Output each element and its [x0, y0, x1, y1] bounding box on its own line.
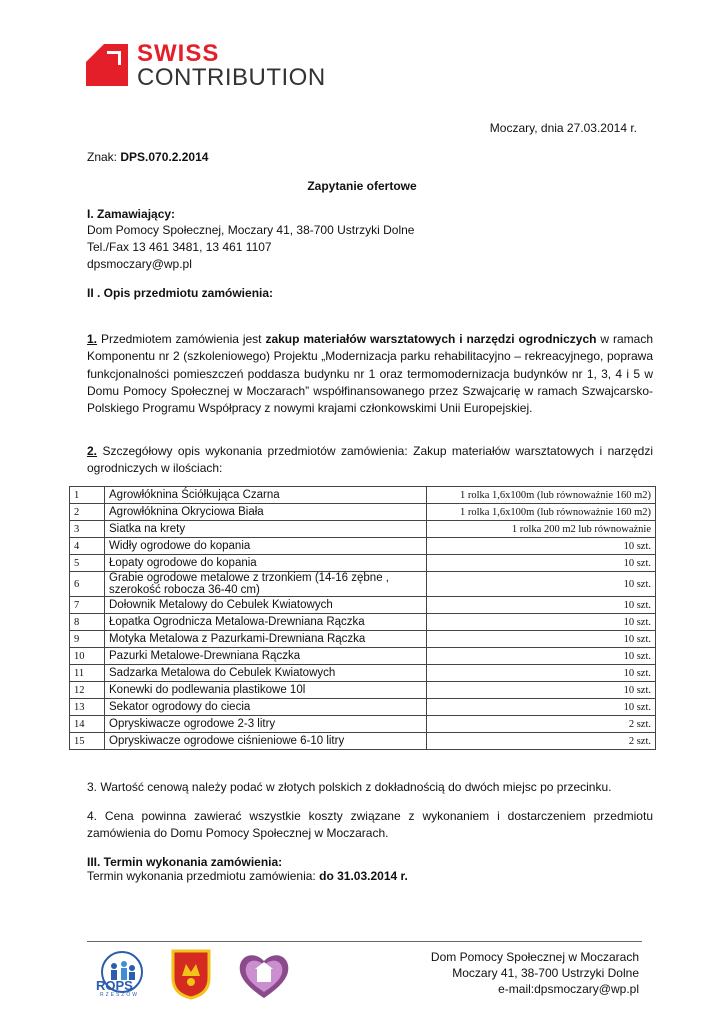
- item-quantity: 2 szt.: [427, 733, 656, 750]
- item-name: Sekator ogrodowy do ciecia: [105, 699, 427, 716]
- item-number: 12: [70, 682, 105, 699]
- item-quantity: 1 rolka 1,6x100m (lub równoważnie 160 m2): [427, 487, 656, 504]
- item-quantity: 10 szt.: [427, 699, 656, 716]
- contractor-phone: Tel./Fax 13 461 3481, 13 461 1107: [87, 240, 272, 254]
- reference-label: Znak:: [87, 150, 121, 164]
- item-name: Siatka na krety: [105, 521, 427, 538]
- heart-house-logo-icon: [236, 950, 292, 1000]
- table-row: [70, 555, 656, 572]
- item-name: Motyka Metalowa z Pazurkami-Drewniana Rączka: [105, 631, 427, 648]
- item-name: Łopaty ogrodowe do kopania: [105, 555, 427, 572]
- item-name: Łopatka Ogrodnicza Metalowa-Drewniana Rączka: [105, 614, 427, 631]
- item-quantity: 1 rolka 200 m2 lub równoważnie: [427, 521, 656, 538]
- table-row: [70, 504, 656, 521]
- item-quantity: 10 szt.: [427, 648, 656, 665]
- municipal-crest-icon: [170, 948, 212, 1000]
- item-number: 8: [70, 614, 105, 631]
- item-name: Opryskiwacze ogrodowe ciśnieniowe 6-10 litry: [105, 733, 427, 750]
- table-row: [70, 716, 656, 733]
- rops-label: ROPS: [96, 978, 133, 993]
- item-number: 14: [70, 716, 105, 733]
- item-number: 11: [70, 665, 105, 682]
- point-4-paragraph: 4. Cena powinna zawierać wszystkie koszty związane z wykonaniem i dostarczeniem przedmiotu zamówienia do Domu Pomocy Społecznej w Moczarach.: [87, 809, 653, 841]
- item-name: Agrowłóknina Ściółkująca Czarna: [105, 487, 427, 504]
- item-quantity: 10 szt.: [427, 597, 656, 614]
- item-name: Grabie ogrodowe metalowe z trzonkiem (14-16 zębne , szerokość robocza 36-40 cm): [105, 572, 427, 597]
- item-number: 10: [70, 648, 105, 665]
- point-3-paragraph: 3. Wartość cenową należy podać w złotych polskich z dokładnością do dwóch miejsc po przecinku.: [87, 780, 612, 794]
- logo-contribution-text: CONTRIBUTION: [137, 64, 326, 91]
- table-row: [70, 733, 656, 750]
- item-quantity: 10 szt.: [427, 555, 656, 572]
- footer-divider: [87, 941, 642, 942]
- point-1-number: 1.: [87, 332, 98, 346]
- point-2-number: 2.: [87, 444, 98, 458]
- item-name: Dołownik Metalowy do Cebulek Kwiatowych: [105, 597, 427, 614]
- item-number: 6: [70, 572, 105, 597]
- item-number: 5: [70, 555, 105, 572]
- page-title: Zapytanie ofertowe: [307, 179, 417, 193]
- table-row: [70, 572, 656, 597]
- table-row: [70, 521, 656, 538]
- table-row: [70, 648, 656, 665]
- point-1-paragraph: [87, 331, 653, 417]
- section-1-heading: I. Zamawiający:: [87, 207, 176, 221]
- item-quantity: 1 rolka 1,6x100m (lub równoważnie 160 m2): [427, 504, 656, 521]
- table-row: [70, 631, 656, 648]
- item-number: 3: [70, 521, 105, 538]
- footer-email: e-mail:dpsmoczary@wp.pl: [498, 982, 639, 996]
- logo-swiss-text: SWISS: [137, 40, 220, 67]
- item-number: 15: [70, 733, 105, 750]
- rops-sublabel: RZESZÓW: [100, 992, 139, 998]
- item-number: 9: [70, 631, 105, 648]
- item-name: Sadzarka Metalowa do Cebulek Kwiatowych: [105, 665, 427, 682]
- item-number: 7: [70, 597, 105, 614]
- item-quantity: 10 szt.: [427, 682, 656, 699]
- item-quantity: 10 szt.: [427, 614, 656, 631]
- reference-value: DPS.070.2.2014: [120, 150, 209, 164]
- place-date: Moczary, dnia 27.03.2014 r.: [489, 121, 637, 135]
- item-quantity: 10 szt.: [427, 631, 656, 648]
- item-number: 4: [70, 538, 105, 555]
- item-number: 1: [70, 487, 105, 504]
- reference-number: [87, 149, 208, 166]
- deadline-label: Termin wykonania przedmiotu zamówienia:: [87, 869, 320, 883]
- contractor-email: dpsmoczary@wp.pl: [87, 257, 192, 271]
- deadline-line: [87, 868, 408, 885]
- point-1-pre: Przedmiotem zamówienia jest: [97, 332, 266, 346]
- item-name: Pazurki Metalowe-Drewniana Rączka: [105, 648, 427, 665]
- item-number: 13: [70, 699, 105, 716]
- deadline-value: do 31.03.2014 r.: [319, 869, 408, 883]
- point-1-bold: zakup materiałów warsztatowych i narzędzi ogrodniczych: [265, 332, 597, 346]
- contractor-address: Dom Pomocy Społecznej, Moczary 41, 38-700 Ustrzyki Dolne: [87, 223, 415, 237]
- point-2-paragraph: [87, 443, 653, 478]
- table-row: [70, 538, 656, 555]
- section-2-heading: II . Opis przedmiotu zamówienia:: [87, 286, 274, 300]
- table-row: [70, 699, 656, 716]
- item-name: Konewki do podlewania plastikowe 10l: [105, 682, 427, 699]
- item-number: 2: [70, 504, 105, 521]
- items-table: [69, 486, 656, 750]
- section-3-heading: III. Termin wykonania zamówienia:: [87, 855, 283, 869]
- footer-institution: Dom Pomocy Społecznej w Moczarach: [430, 950, 639, 964]
- item-quantity: 10 szt.: [427, 665, 656, 682]
- item-quantity: 10 szt.: [427, 538, 656, 555]
- item-quantity: 10 szt.: [427, 572, 656, 597]
- footer-address: Moczary 41, 38-700 Ustrzyki Dolne: [452, 966, 639, 980]
- table-row: [70, 597, 656, 614]
- table-row: [70, 665, 656, 682]
- item-quantity: 2 szt.: [427, 716, 656, 733]
- item-name: Opryskiwacze ogrodowe 2-3 litry: [105, 716, 427, 733]
- table-row: [70, 614, 656, 631]
- items-table-body: [70, 487, 656, 750]
- table-row: [70, 682, 656, 699]
- table-row: [70, 487, 656, 504]
- item-name: Widły ogrodowe do kopania: [105, 538, 427, 555]
- point-2-text: Szczegółowy opis wykonania przedmiotów zamówienia: Zakup materiałów warsztatowych i narzędzi ogrodniczych w ilościach:: [87, 444, 653, 476]
- item-name: Agrowłóknina Okryciowa Biała: [105, 504, 427, 521]
- rops-logo-icon: [86, 950, 158, 1000]
- point-1-post: w ramach Komponentu nr 2 (szkoleniowego) Projektu „Modernizacja parku rehabilitacyjno – rekreacyjnego, poprawa funkcjonalności pomieszczeń poddasza budynku nr 1 oraz termomodernizacja budynków nr 1, 3, 4 i 5 w Domu Pomocy Społecznej w Moczarach” współfinansowanego przez Szwajcarię w ramach Szwajcarsko-Polskiego Programu Współpracy z nowymi krajami członkowskimi Unii Europejskiej.: [87, 332, 653, 416]
- swiss-cross-logo-icon: [86, 44, 128, 86]
